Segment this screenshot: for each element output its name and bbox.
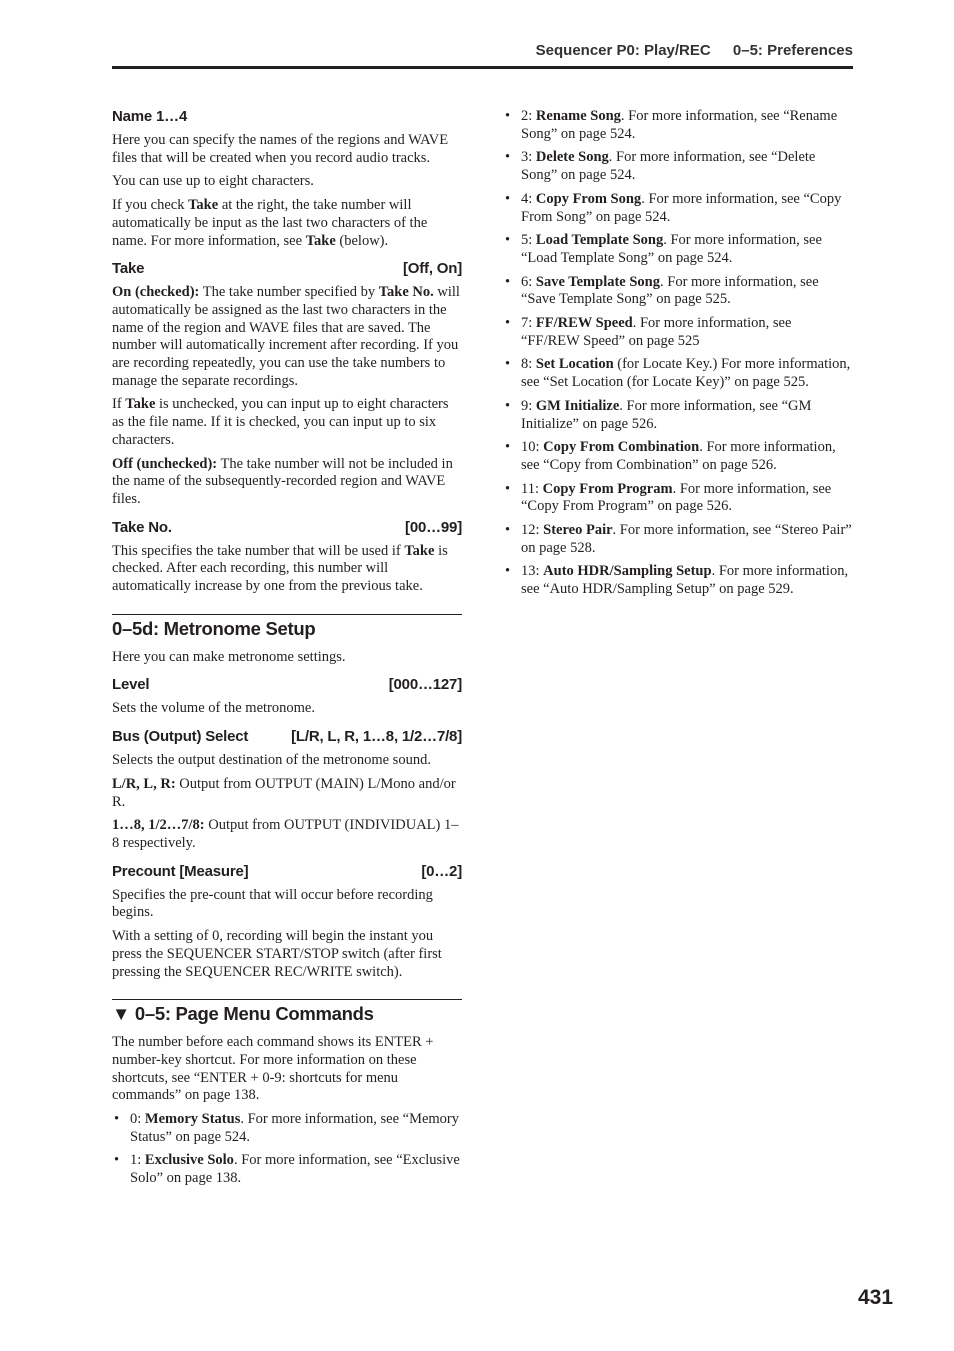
- list-item: • 8: Set Location (for Locate Key.) For more information, see “Set Location (for Locate Key)” on page 525.: [505, 356, 851, 391]
- list-item: • 7: FF/REW Speed. For more information, see “FF/REW Speed” on page 525: [505, 315, 792, 349]
- left-column: [112, 108, 462, 1194]
- param-take-no-range: [00…99]: [405, 518, 462, 536]
- param-name: [112, 108, 462, 126]
- header-rule: [112, 66, 853, 69]
- param-take-no-label: Take No.: [112, 518, 172, 536]
- list-item: • 2: Rename Song. For more information, see “Rename Song” on page 524.: [505, 108, 838, 142]
- param-bus-select: [112, 728, 462, 746]
- level-desc: Sets the volume of the metronome.: [112, 700, 315, 717]
- section-metronome: [112, 614, 462, 641]
- param-level-label: Level: [112, 676, 150, 694]
- param-take-range: [Off, On]: [402, 260, 462, 278]
- bus-desc: Selects the output destination of the metronome sound.: [112, 752, 431, 769]
- precount-desc-2: With a setting of 0, recording will begin the instant you press the SEQUENCER START/STOP switch (after first pressing the SEQUENCER REC/WRITE switch).: [112, 928, 442, 980]
- param-take: [112, 260, 462, 278]
- param-bus-label: Bus (Output) Select: [112, 728, 249, 746]
- page-number: 431: [858, 1286, 894, 1309]
- section-metronome-title: 0–5d: Metronome Setup: [112, 617, 316, 639]
- section-page-menu: [112, 999, 462, 1026]
- param-precount-label: Precount [Measure]: [112, 862, 249, 880]
- param-name-label: Name 1…4: [112, 108, 188, 125]
- header-chapter: Sequencer P0: Play/REC: [535, 42, 711, 59]
- bus-lr-desc: L/R, L, R: Output from OUTPUT (MAIN) L/Mono and/or R.: [112, 775, 456, 810]
- list-item: • 6: Save Template Song. For more information, see “Save Template Song” on page 525.: [505, 273, 819, 308]
- page-menu-intro: The number before each command shows its ENTER + number-key shortcut. For more information on these shortcuts, see “ENTER + 0-9: shortcuts for menu commands” on page 138.: [112, 1034, 434, 1104]
- bus-individual-desc: 1…8, 1/2…7/8: Output from OUTPUT (INDIVIDUAL) 1–8 respectively.: [112, 817, 459, 851]
- list-item: • 12: Stereo Pair. For more information, see “Stereo Pair” on page 528.: [505, 522, 852, 556]
- header-section: 0–5: Preferences: [732, 42, 853, 59]
- list-item: • 4: Copy From Song. For more information, see “Copy From Song” on page 524.: [505, 190, 842, 225]
- name-desc-1: Here you can specify the names of the regions and WAVE files that will be created when you record audio tracks.: [112, 132, 449, 166]
- list-item: • 10: Copy From Combination. For more information, see “Copy from Combination” on page 526.: [505, 439, 836, 473]
- command-list-right: [503, 108, 853, 599]
- param-level: [112, 676, 462, 694]
- list-item: • 5: Load Template Song. For more information, see “Load Template Song” on page 524.: [505, 232, 822, 266]
- precount-desc-1: Specifies the pre-count that will occur before recording begins.: [112, 886, 433, 921]
- param-precount: [112, 863, 462, 881]
- list-item: • 3: Delete Song. For more information, see “Delete Song” on page 524.: [505, 149, 816, 184]
- param-take-no: [112, 519, 462, 537]
- list-item: • 0: Memory Status. For more information, see “Memory Status” on page 524.: [114, 1111, 460, 1145]
- name-desc-3: If you check Take at the right, the take number will automatically be input as the last two characters of the name. For more information, see Take (below).: [112, 197, 428, 249]
- section-page-menu-title: ▼ 0–5: Page Menu Commands: [112, 1003, 374, 1025]
- list-item: • 1: Exclusive Solo. For more information, see “Exclusive Solo” on page 138.: [114, 1152, 460, 1187]
- metronome-intro: Here you can make metronome settings.: [112, 648, 346, 665]
- take-on-desc: On (checked): The take number specified by Take No. will automatically be assigned as the last two characters in the name of the region and WAVE files that are saved. The number will automatically increment after recording. If you are recording repeatedly, you can use the take numbers to manage the separate recordings.: [112, 284, 460, 389]
- name-desc-2: You can use up to eight characters.: [112, 173, 314, 190]
- command-list-left: [112, 1111, 462, 1188]
- right-column: [503, 108, 853, 605]
- param-level-range: [000…127]: [388, 676, 462, 694]
- running-header: [112, 42, 853, 64]
- param-take-label: Take: [112, 260, 145, 278]
- param-precount-range: [0…2]: [421, 862, 462, 880]
- param-bus-range: [L/R, L, R, 1…8, 1/2…7/8]: [291, 728, 462, 746]
- take-off-desc: Off (unchecked): The take number will not be included in the name of the subsequently-recorded region and WAVE files.: [112, 455, 453, 507]
- list-item: • 13: Auto HDR/Sampling Setup. For more information, see “Auto HDR/Sampling Setup” on page 529.: [505, 563, 849, 598]
- list-item: • 9: GM Initialize. For more information, see “GM Initialize” on page 526.: [505, 397, 812, 432]
- take-if-desc: If Take is unchecked, you can input up to eight characters as the file name. If it is checked, you can input up to six characters.: [112, 396, 449, 448]
- take-no-desc: This specifies the take number that will be used if Take is checked. After each recording, this number will automatically increase by one from the previous take.: [112, 542, 448, 595]
- list-item: • 11: Copy From Program. For more information, see “Copy From Program” on page 526.: [505, 480, 832, 515]
